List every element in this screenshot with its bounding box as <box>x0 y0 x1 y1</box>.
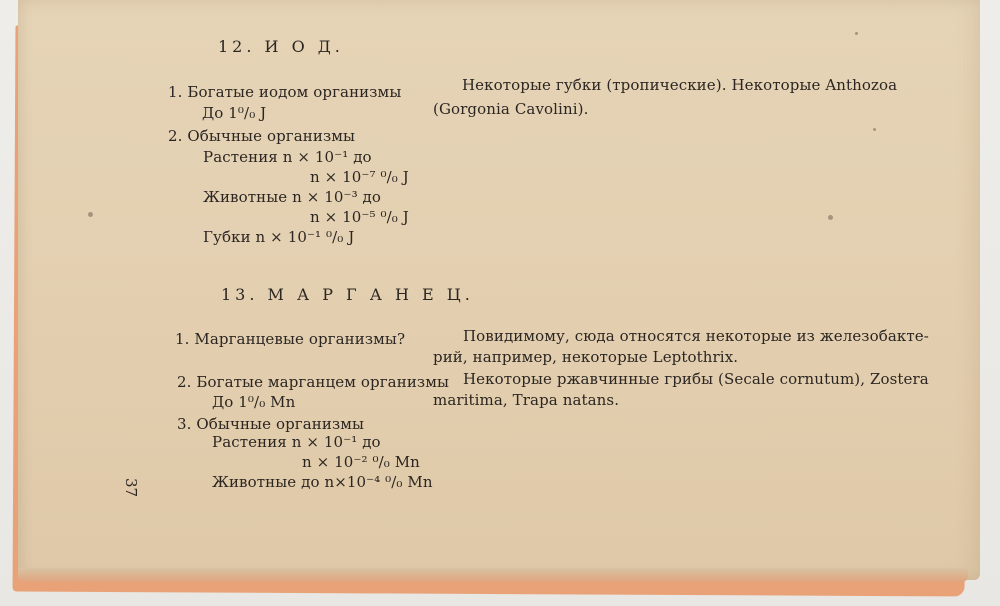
iodine-note-line1: Некоторые губки (тропические). Некоторые Anthozoa <box>462 76 898 94</box>
manganese-plants-line1: Растения n × 10⁻¹ до <box>212 433 381 451</box>
manganese-note1-line2: рий, например, некоторые Leptothrix. <box>433 348 739 366</box>
iodine-rich-label: 1. Богатые иодом организмы <box>168 83 402 101</box>
iodine-common-label: 2. Обычные организмы <box>168 127 356 145</box>
manganese-common-label: 3. Обычные организмы <box>177 415 365 433</box>
page-edge <box>18 568 968 582</box>
iodine-rich-value: До 1⁰/₀ J <box>202 104 267 122</box>
paper-speck <box>828 215 833 220</box>
iodine-plants-line2: n × 10⁻⁷ ⁰/₀ J <box>310 168 409 186</box>
manganese-plants-line2: n × 10⁻² ⁰/₀ Mn <box>302 453 420 471</box>
iodine-note-line2: (Gorgonia Cavolini). <box>433 100 589 118</box>
iodine-animals-line1: Животные n × 10⁻³ до <box>203 188 382 206</box>
paper-speck <box>88 212 93 217</box>
manganese-rich-label: 2. Богатые марганцем организмы <box>177 373 450 391</box>
manganese-note1-line1: Повидимому, сюда относятся некоторые из железобакте- <box>463 327 929 345</box>
iodine-animals-line2: n × 10⁻⁵ ⁰/₀ J <box>310 208 409 226</box>
paper-speck <box>855 32 858 35</box>
manganese-org-label: 1. Марганцевые организмы? <box>175 330 406 348</box>
section-heading-manganese: 13. М А Р Г А Н Е Ц. <box>221 285 474 304</box>
section-heading-iodine: 12. И О Д. <box>218 37 344 56</box>
manganese-rich-value: До 1⁰/₀ Mn <box>212 393 296 411</box>
page-number: 37 <box>122 478 140 498</box>
manganese-note2-line1: Некоторые ржавчинные грибы (Secale cornutum), Zostera <box>463 370 929 388</box>
manganese-animals-line: Животные до n×10⁻⁴ ⁰/₀ Mn <box>212 473 433 491</box>
paper-speck <box>873 128 876 131</box>
manganese-note2-line2: maritima, Trapa natans. <box>433 391 620 409</box>
iodine-sponges-line: Губки n × 10⁻¹ ⁰/₀ J <box>203 228 355 246</box>
iodine-plants-line1: Растения n × 10⁻¹ до <box>203 148 372 166</box>
